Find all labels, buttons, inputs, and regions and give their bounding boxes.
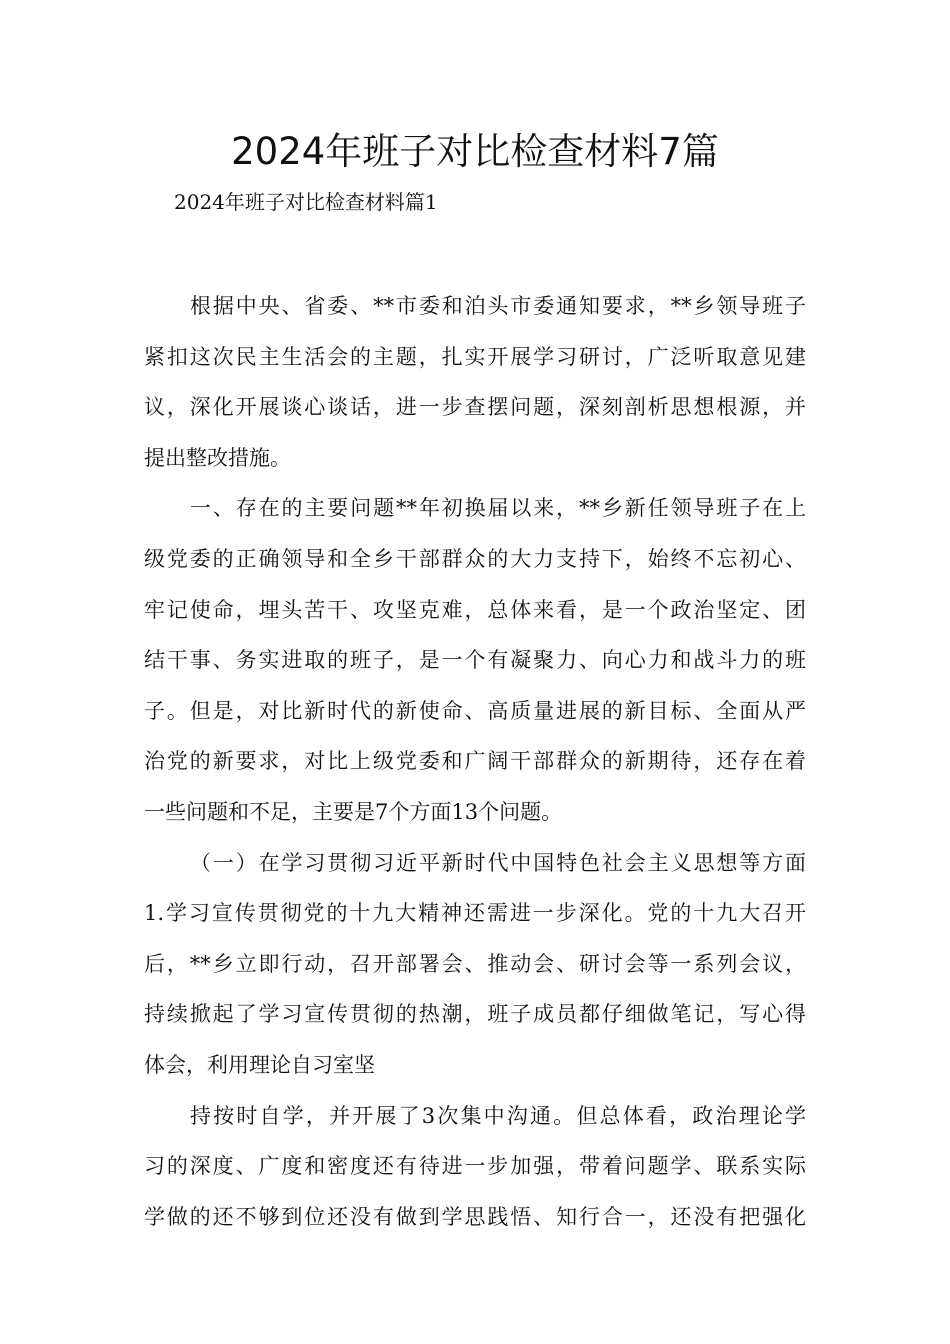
text-line: （一）在学习贯彻习近平新时代中国特色社会主义思想等方面 [190, 850, 806, 875]
text-line: 根据中央、省委、**市委和泊头市委通知要求，**乡领导班子 [190, 294, 806, 318]
text-line: 学做的还不够到位还没有做到学思践悟、知行合一，还没有把强化 [144, 1204, 806, 1229]
text-line: 一些问题和不足，主要是7个方面13个问题。 [144, 799, 563, 824]
text-line: 治党的新要求，对比上级党委和广阔干部群众的新期待，还存在着 [144, 749, 806, 774]
text-line: 议，深化开展谈心谈话，进一步查摆问题，深刻剖析思想根源，并 [144, 395, 806, 420]
document-body [144, 281, 806, 1242]
text-line: 1.学习宣传贯彻党的十九大精神还需进一步深化。党的十九大召开 [144, 901, 806, 926]
text-line: 牢记使命，埋头苦干、攻坚克难，总体来看，是一个政治坚定、团 [144, 597, 806, 622]
text-line: 提出整改措施。 [144, 445, 291, 470]
text-line: 紧扣这次民主生活会的主题，扎实开展学习研讨，广泛听取意见建 [144, 344, 806, 369]
text-line: 持续掀起了学习宣传贯彻的热潮，班子成员都仔细做笔记，写心得 [144, 1002, 806, 1027]
text-line: 级党委的正确领导和全乡干部群众的大力支持下，始终不忘初心、 [144, 546, 806, 571]
text-line: 持按时自学，并开展了3次集中沟通。但总体看，政治理论学 [190, 1103, 806, 1128]
text-line: 结干事、务实进取的班子，是一个有凝聚力、向心力和战斗力的班 [144, 648, 806, 673]
document-subtitle: 2024年班子对比检查材料篇1 [174, 190, 438, 214]
document-title: 2024年班子对比检查材料7篇 [231, 130, 719, 173]
text-line: 子。但是，对比新时代的新使命、高质量进展的新目标、全面从严 [144, 698, 806, 723]
text-line: 习的深度、广度和密度还有待进一步加强，带着问题学、联系实际 [144, 1154, 806, 1179]
text-line: 一、存在的主要问题**年初换届以来，**乡新任领导班子在上 [190, 496, 806, 521]
text-line: 体会，利用理论自习室坚 [144, 1052, 375, 1077]
text-line: 后，**乡立即行动，召开部署会、推动会、研讨会等一系列会议， [144, 951, 806, 976]
